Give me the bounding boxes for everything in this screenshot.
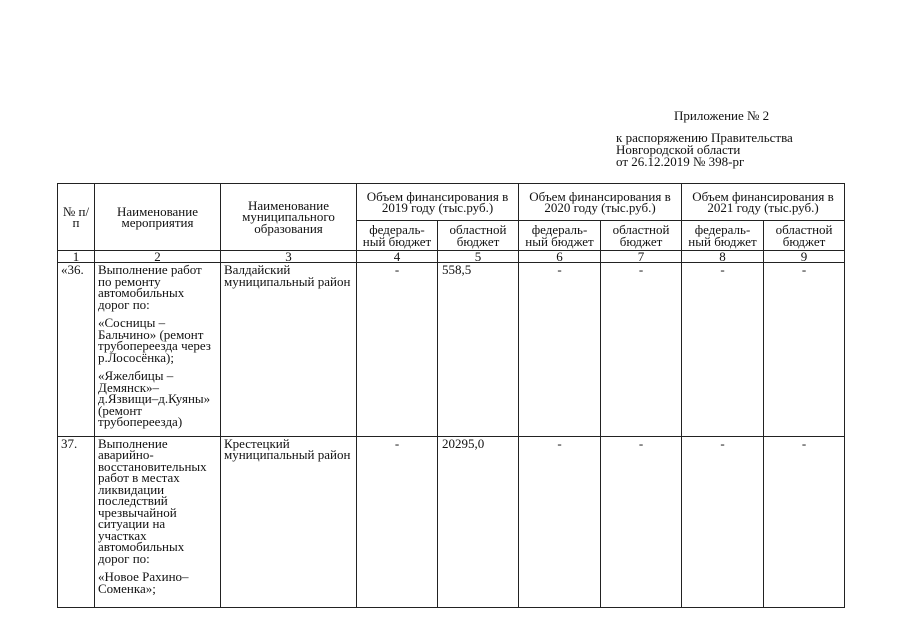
table-row: [58, 263, 845, 437]
federal-2020-cell: -: [519, 263, 601, 437]
regional-2020-cell: -: [601, 263, 682, 437]
row-number: «36.: [58, 263, 95, 437]
federal-2021-cell: -: [682, 436, 764, 607]
col-number: 7: [601, 251, 682, 263]
header-federal-2020: федераль-ный бюджет: [519, 221, 601, 251]
col-number: 8: [682, 251, 764, 263]
col-number: 5: [438, 251, 519, 263]
appendix-line-1: к распоряжению Правительства: [616, 130, 793, 145]
federal-2019-cell: -: [357, 263, 438, 437]
appendix-header: [616, 110, 866, 168]
federal-2021-cell: -: [682, 263, 764, 437]
event-paragraph: «Новое Рахино–Соменка»;: [98, 569, 189, 596]
event-paragraph: «Сосницы – Бальчино» (ремонт трубопереезда через р.Лососёнка);: [98, 315, 211, 365]
event-cell: [95, 436, 221, 607]
regional-2020-cell: -: [601, 436, 682, 607]
header-regional-2019: областной бюджет: [438, 221, 519, 251]
event-paragraph: Выполнение аварийно-восстановительных работ в местах ликвидации последствий чрезвычайной ситуации на участках автомобильных дорог по:: [98, 436, 207, 566]
municipality-cell: Крестецкий муниципальный район: [221, 436, 357, 607]
column-number-row: [58, 251, 845, 263]
municipality-cell: Валдайский муниципальный район: [221, 263, 357, 437]
col-number: 3: [221, 251, 357, 263]
row-number: 37.: [58, 436, 95, 607]
col-number: 2: [95, 251, 221, 263]
appendix-line-3: от 26.12.2019 № 398-рг: [616, 154, 745, 169]
col-number: 9: [764, 251, 845, 263]
regional-2019-cell: 20295,0: [438, 436, 519, 607]
header-2020: Объем финансирования в 2020 году (тыс.руб.): [519, 184, 682, 221]
header-federal-2019: федераль-ный бюджет: [357, 221, 438, 251]
header-num: № п/п: [58, 184, 95, 251]
appendix-line-2: Новгородской области: [616, 142, 741, 157]
col-number: 4: [357, 251, 438, 263]
col-number: 1: [58, 251, 95, 263]
financing-table: [57, 183, 845, 608]
event-cell: [95, 263, 221, 437]
federal-2020-cell: -: [519, 436, 601, 607]
regional-2019-cell: 558,5: [438, 263, 519, 437]
header-regional-2020: областной бюджет: [601, 221, 682, 251]
appendix-title: Приложение № 2: [674, 108, 770, 123]
header-event: Наименование мероприятия: [95, 184, 221, 251]
event-paragraph: «Яжелбицы – Демянск»–д.Язвищи–д.Куяны» (ремонт трубопереезда): [98, 368, 211, 429]
header-federal-2021: федераль-ный бюджет: [682, 221, 764, 251]
federal-2019-cell: -: [357, 436, 438, 607]
header-row-1: [58, 184, 845, 221]
col-number: 6: [519, 251, 601, 263]
regional-2021-cell: -: [764, 263, 845, 437]
header-2021: Объем финансирования в 2021 году (тыс.руб.): [682, 184, 845, 221]
header-regional-2021: областной бюджет: [764, 221, 845, 251]
event-paragraph: Выполнение работ по ремонту автомобильных дорог по:: [98, 262, 202, 312]
regional-2021-cell: -: [764, 436, 845, 607]
table-row: [58, 436, 845, 607]
header-2019: Объем финансирования в 2019 году (тыс.руб.): [357, 184, 519, 221]
header-municipality: Наименование муниципального образования: [221, 184, 357, 251]
